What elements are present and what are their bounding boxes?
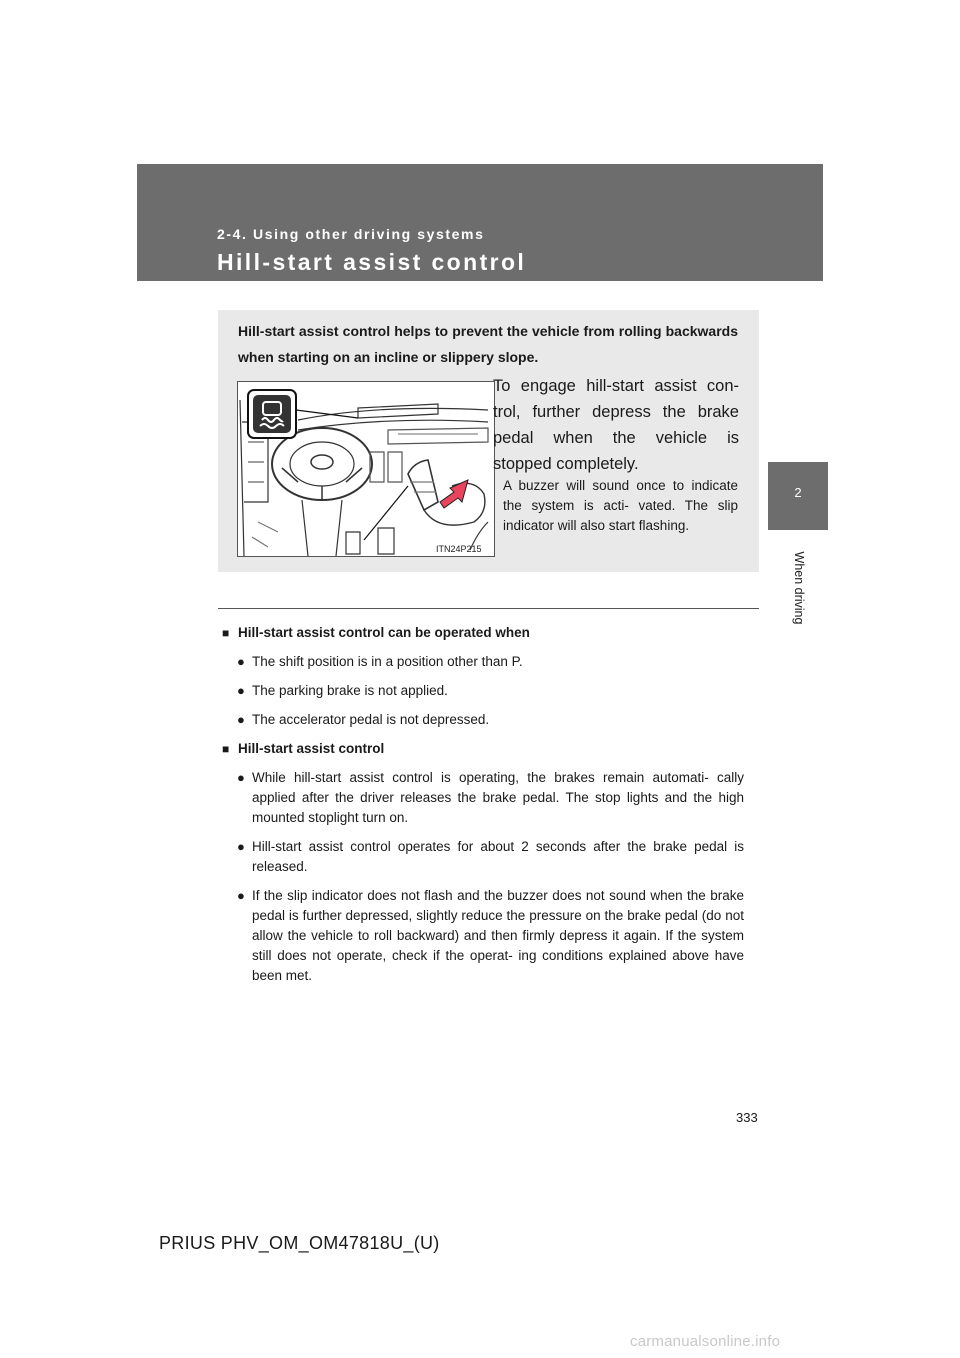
document-id: PRIUS PHV_OM_OM47818U_(U) [159, 1233, 440, 1253]
bullet-marker: ● [237, 712, 245, 727]
bullet-marker: ● [237, 770, 245, 785]
list-item [222, 837, 744, 877]
list-item-text: The shift position is in a position other than P. [252, 654, 523, 669]
section-label: 2-4. Using other driving systems [217, 226, 485, 242]
note-heading [222, 623, 744, 643]
step-note: A buzzer will sound once to indicate the system is acti- vated. The slip indicator will also start flashing. [503, 478, 738, 533]
note-heading [222, 739, 744, 759]
list-item [222, 886, 744, 986]
bullet-marker: ● [237, 654, 245, 669]
list-item-text: Hill-start assist control operates for about 2 seconds after the brake pedal is released. [252, 839, 744, 874]
page-title: Hill-start assist control [217, 249, 527, 275]
chapter-tab[interactable] [768, 462, 828, 530]
list-item [222, 768, 744, 828]
chapter-number: 2 [794, 485, 802, 500]
bullet-marker: ● [237, 683, 245, 698]
chapter-label: When driving [792, 551, 806, 625]
bullet-marker: ● [237, 839, 245, 854]
list-item [222, 681, 744, 701]
page-number: 333 [736, 1110, 758, 1125]
heading-marker: ■ [222, 742, 230, 756]
note-heading-text: Hill-start assist control [238, 741, 385, 756]
intro-box [218, 310, 759, 572]
note-heading-text: Hill-start assist control can be operated when [238, 625, 530, 640]
notes-section [222, 623, 744, 995]
step-text: To engage hill-start assist con- trol, further depress the brake pedal when the vehicle is stopped completely. [493, 377, 739, 473]
list-item [222, 710, 744, 730]
list-item-text: The accelerator pedal is not depressed. [252, 712, 490, 727]
list-item-text: While hill-start assist control is operating, the brakes remain automati- cally applied after the driver releases the brake pedal. The stop lights and the high mounted stoplight turn on. [252, 770, 744, 825]
divider-rule [218, 608, 759, 609]
bullet-marker: ● [237, 888, 245, 903]
illustration-code: ITN24P215 [436, 544, 482, 554]
heading-marker: ■ [222, 626, 230, 640]
dashboard-illustration [237, 381, 495, 557]
watermark: carmanualsonline.info [630, 1333, 781, 1350]
intro-text: Hill-start assist control helps to prevent the vehicle from rolling backwards when starting on an incline or slippery slope. [238, 323, 738, 365]
list-item-text: The parking brake is not applied. [252, 683, 448, 698]
list-item [222, 652, 744, 672]
list-item-text: If the slip indicator does not flash and the buzzer does not sound when the brake pedal is further depressed, slightly reduce the pressure on the brake pedal (do not allow the vehicle to roll backward) and then firmly depress it again. If the system still does not operate, check if the operat- ing conditions explained above have been met. [252, 888, 744, 983]
